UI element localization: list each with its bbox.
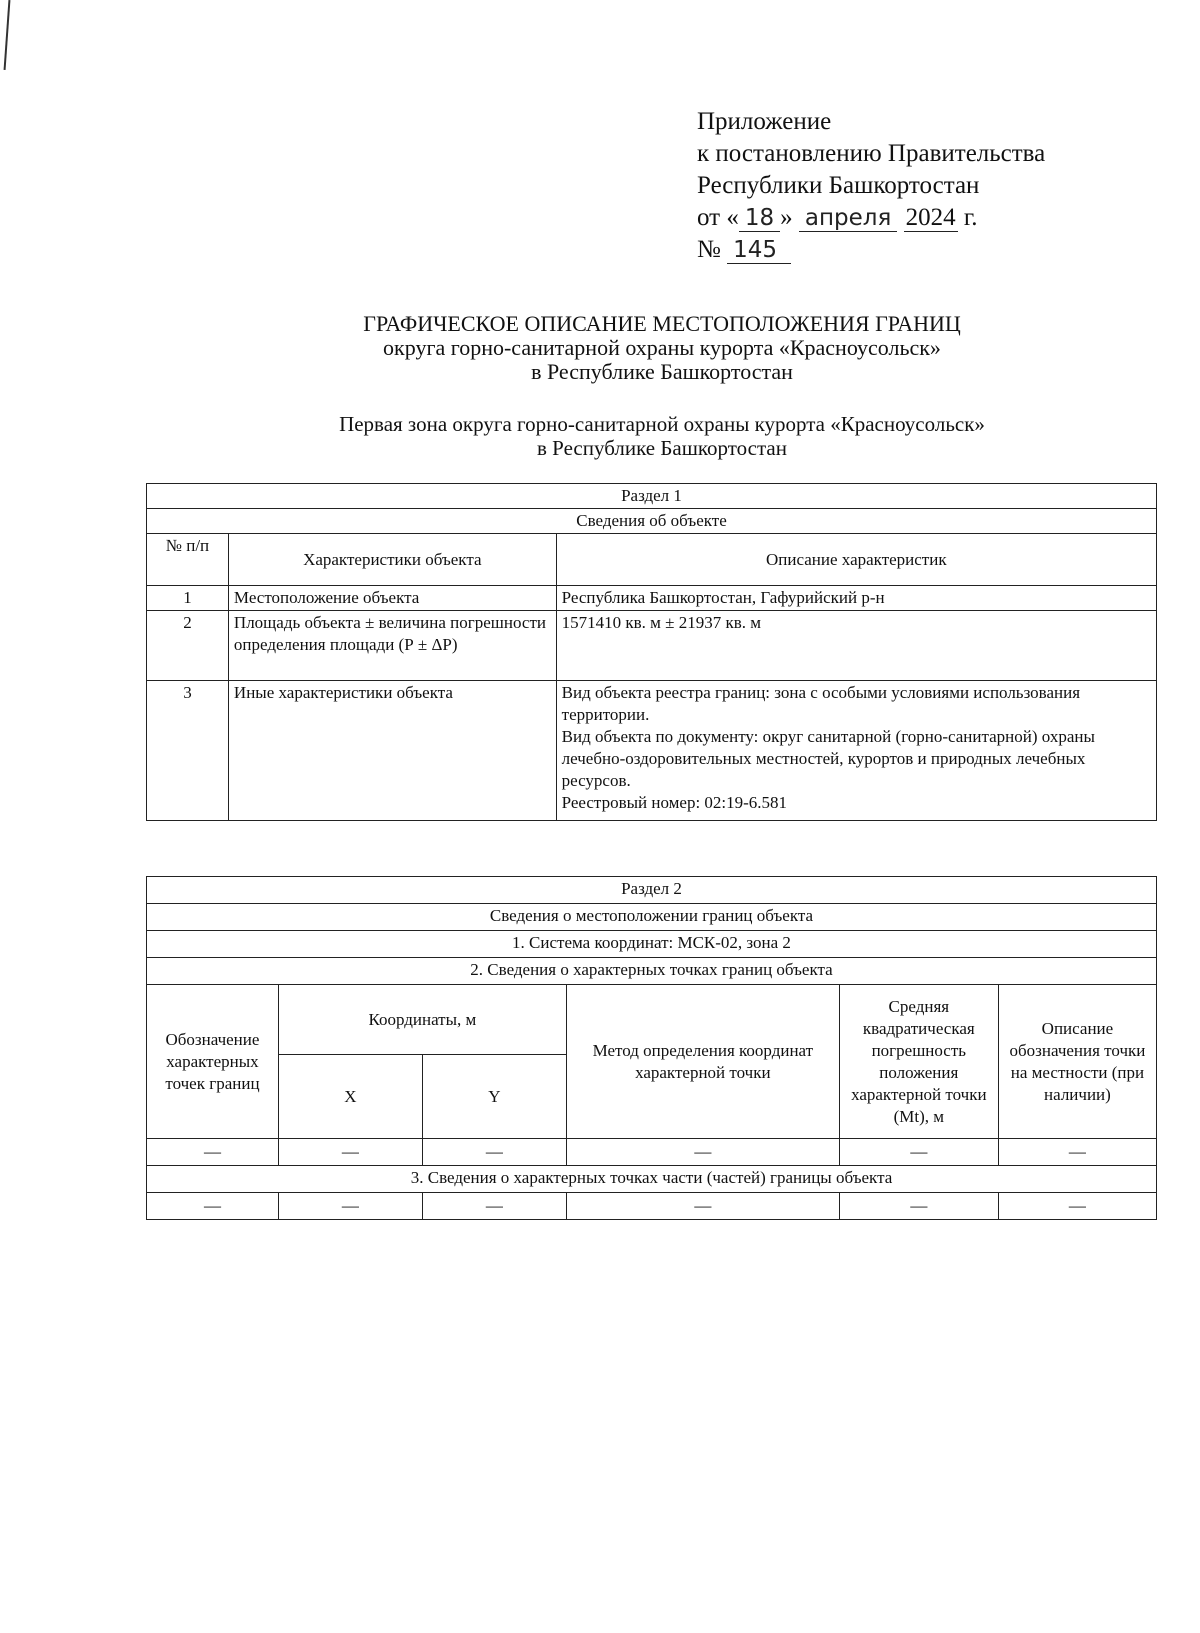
- parts-title: 3. Сведения о характерных точках части (частей) границы объекта: [147, 1166, 1157, 1193]
- row-characteristic: Иные характеристики объекта: [228, 681, 556, 821]
- section-1-subtitle: Сведения об объекте: [147, 509, 1157, 534]
- table-row: [147, 1193, 1157, 1220]
- empty-cell: —: [839, 1139, 998, 1166]
- table-row: [147, 611, 1157, 681]
- table-row: [147, 1139, 1157, 1166]
- header-point-description: Описание обозначения точки на местности (при наличии): [998, 985, 1156, 1139]
- header-coordinates: Координаты, м: [278, 985, 566, 1055]
- empty-cell: —: [998, 1139, 1156, 1166]
- date-day: 18: [739, 205, 780, 232]
- description-line: Вид объекта реестра границ: зона с особыми условиями использования территории.: [561, 683, 1081, 724]
- header-method: Метод определения координат характерной точки: [566, 985, 839, 1139]
- section-1-table: [146, 483, 1157, 821]
- document-title-line-2: округа горно-санитарной охраны курорта «Красноусольск»: [383, 335, 941, 360]
- row-num: 1: [147, 586, 229, 611]
- zone-title-line-2: в Республике Башкортостан: [537, 436, 787, 460]
- document-title-line-1: ГРАФИЧЕСКОЕ ОПИСАНИЕ МЕСТОПОЛОЖЕНИЯ ГРАНИЦ: [363, 311, 961, 336]
- appendix-line-1: Приложение: [697, 108, 832, 135]
- number-value: 145: [727, 237, 791, 264]
- row-num: 3: [147, 681, 229, 821]
- row-characteristic: Местоположение объекта: [228, 586, 556, 611]
- empty-cell: —: [147, 1193, 279, 1220]
- zone-title-line-1: Первая зона округа горно-санитарной охраны курорта «Красноусольск»: [339, 412, 985, 436]
- scan-edge-mark: [4, 0, 11, 70]
- date-prefix: от «: [697, 204, 739, 231]
- empty-cell: —: [278, 1193, 422, 1220]
- empty-cell: —: [278, 1139, 422, 1166]
- row-description: 1571410 кв. м ± 21937 кв. м: [556, 611, 1156, 681]
- section-2-table: [146, 876, 1157, 1220]
- points-title: 2. Сведения о характерных точках границ объекта: [147, 958, 1157, 985]
- header-y: Y: [422, 1055, 566, 1139]
- empty-cell: —: [422, 1139, 566, 1166]
- empty-cell: —: [147, 1139, 279, 1166]
- number-label: №: [697, 236, 721, 263]
- header-characteristics: Характеристики объекта: [228, 534, 556, 586]
- date-suffix: г.: [963, 204, 978, 231]
- date-year: 2024: [905, 204, 956, 231]
- row-description: [556, 681, 1156, 821]
- empty-cell: —: [998, 1193, 1156, 1220]
- empty-cell: —: [566, 1139, 839, 1166]
- document-title-line-3: в Республике Башкортостан: [531, 359, 793, 384]
- document-title: [0, 312, 1200, 384]
- header-error: Средняя квадратическая погрешность положения характерной точки (Mt), м: [839, 985, 998, 1139]
- description-line: Реестровый номер: 02:19-6.581: [561, 793, 788, 812]
- row-num: 2: [147, 611, 229, 681]
- appendix-line-2: к постановлению Правительства: [697, 140, 1046, 167]
- appendix-line-3: Республики Башкортостан: [697, 172, 980, 199]
- empty-cell: —: [839, 1193, 998, 1220]
- section-2-title: Раздел 2: [147, 877, 1157, 904]
- date-month: апреля: [799, 205, 897, 232]
- coordinate-system: 1. Система координат: МСК-02, зона 2: [147, 931, 1157, 958]
- date-mid: »: [780, 204, 793, 231]
- row-description: Республика Башкортостан, Гафурийский р-н: [556, 586, 1156, 611]
- table-row: [147, 681, 1157, 821]
- appendix-header: [697, 106, 1045, 266]
- appendix-number: [697, 234, 1045, 266]
- appendix-date: [697, 202, 1045, 234]
- section-2-subtitle: Сведения о местоположении границ объекта: [147, 904, 1157, 931]
- header-num: № п/п: [147, 534, 229, 586]
- table-row: [147, 586, 1157, 611]
- header-x: X: [278, 1055, 422, 1139]
- empty-cell: —: [566, 1193, 839, 1220]
- zone-title: [0, 412, 1200, 460]
- section-1-title: Раздел 1: [147, 484, 1157, 509]
- row-characteristic: Площадь объекта ± величина погрешности определения площади (Р ± ΔР): [228, 611, 556, 681]
- header-description: Описание характеристик: [556, 534, 1156, 586]
- header-designation: Обозначение характерных точек границ: [147, 985, 279, 1139]
- empty-cell: —: [422, 1193, 566, 1220]
- description-line: Вид объекта по документу: округ санитарной (горно-санитарной) охраны лечебно-оздоровительных местностей, курортов и природных лечебных ресурсов.: [561, 727, 1095, 790]
